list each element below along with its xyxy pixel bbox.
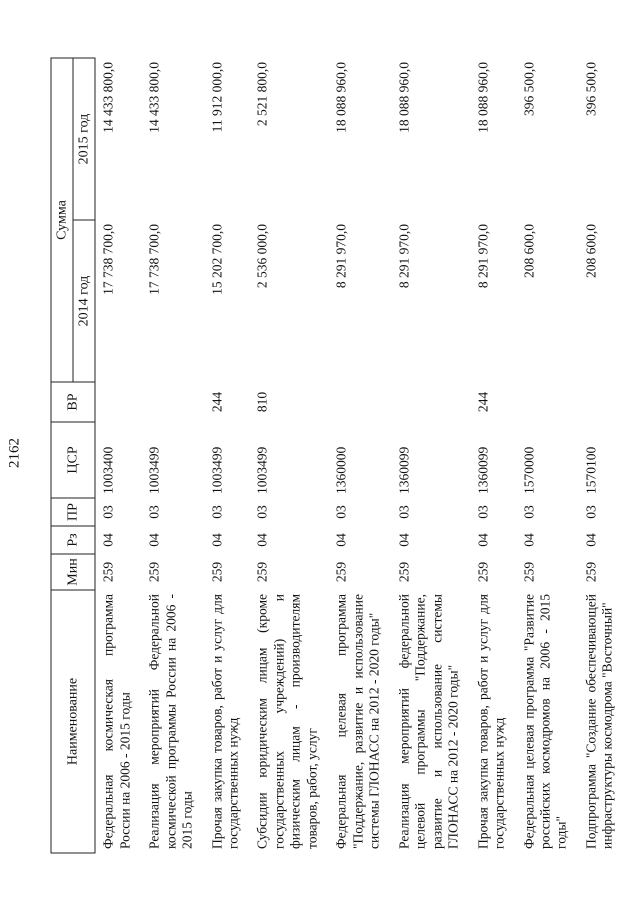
row-name: Федеральная космическая программа России на 2006 - 2015 годы <box>100 593 132 849</box>
table-row <box>204 58 250 853</box>
header-vr: ВР <box>51 382 95 422</box>
page-number: 2162 <box>6 437 22 468</box>
row-name: Субсидии юридическим лицам (кроме государственных учреждений) и физическим лицам - производителям товаров, работ, услуг <box>254 593 319 849</box>
row-csr: 1003499 <box>146 446 162 494</box>
row-sum-2015: 11 912 000,0 <box>208 61 224 132</box>
budget-table <box>50 57 624 853</box>
row-rz: 04 <box>208 532 224 547</box>
header-min: Мин <box>51 554 95 590</box>
header-csr: ЦСР <box>51 422 95 498</box>
table-row <box>578 58 624 853</box>
row-min: 259 <box>208 561 224 582</box>
row-csr: 1570000 <box>520 446 536 494</box>
table-row <box>141 58 203 853</box>
row-name: Прочая закупка товаров, работ и услуг для государственных нужд <box>208 593 240 849</box>
row-vr <box>141 382 203 422</box>
row-pr: 03 <box>333 504 349 519</box>
row-rz: 04 <box>254 532 270 547</box>
row-rz: 04 <box>100 532 116 547</box>
row-csr: 1360099 <box>474 446 490 494</box>
row-name: Реализация мероприятий Федеральной космической программы России на 2006 - 2015 годы <box>146 593 195 849</box>
row-sum-2014: 2 536 000,0 <box>254 223 270 288</box>
row-name: Подпрограмма "Создание обеспечивающей инфраструктуры космодрома "Восточный" <box>582 593 615 849</box>
row-sum-2014: 208 600,0 <box>582 223 598 278</box>
row-csr: 1360099 <box>395 446 411 494</box>
row-sum-2015: 396 500,0 <box>520 61 536 116</box>
header-name: Наименование <box>51 590 95 853</box>
row-pr: 03 <box>146 504 162 519</box>
table-row <box>328 58 390 853</box>
table-row <box>95 58 141 853</box>
row-min: 259 <box>146 561 162 582</box>
row-sum-2015: 2 521 800,0 <box>254 61 270 126</box>
header-sum: Сумма <box>51 58 73 382</box>
row-csr: 1003400 <box>100 446 116 494</box>
row-name: Федеральная целевая программа "Поддержание, развитие и использование системы ГЛОНАСС на 2012 - 2020 годы" <box>333 593 382 849</box>
row-pr: 03 <box>100 504 116 519</box>
row-min: 259 <box>474 561 490 582</box>
header-pr: ПР <box>51 498 95 526</box>
row-sum-2014: 15 202 700,0 <box>208 223 224 295</box>
table-body <box>95 58 624 853</box>
row-min: 259 <box>333 561 349 582</box>
row-rz: 04 <box>582 532 598 547</box>
row-pr: 03 <box>395 504 411 519</box>
row-vr: 244 <box>208 391 224 412</box>
row-csr: 1003499 <box>254 446 270 494</box>
table-row <box>470 58 516 853</box>
row-sum-2015: 14 433 800,0 <box>100 61 116 133</box>
row-sum-2015: 14 433 800,0 <box>146 61 162 133</box>
row-sum-2014: 8 291 970,0 <box>474 223 490 288</box>
row-sum-2015: 18 088 960,0 <box>474 61 490 133</box>
row-name: Федеральная целевая программа "Развитие российских космодромов на 2006 - 2015 годы" <box>520 593 569 849</box>
row-rz: 04 <box>333 532 349 547</box>
row-sum-2014: 17 738 700,0 <box>100 223 116 295</box>
row-sum-2014: 17 738 700,0 <box>146 223 162 295</box>
row-min: 259 <box>395 561 411 582</box>
row-rz: 04 <box>395 532 411 547</box>
row-sum-2015: 18 088 960,0 <box>395 61 411 133</box>
row-csr: 1003499 <box>208 446 224 494</box>
header-row <box>51 58 73 853</box>
row-pr: 03 <box>474 504 490 519</box>
row-vr <box>328 382 390 422</box>
row-rz: 04 <box>474 532 490 547</box>
row-vr <box>95 382 141 422</box>
header-2014: 2014 год <box>73 220 95 382</box>
row-vr <box>578 382 624 422</box>
row-vr <box>516 382 578 422</box>
row-sum-2015: 18 088 960,0 <box>333 61 349 133</box>
row-vr: 244 <box>474 391 490 412</box>
header-2015: 2015 год <box>73 58 95 220</box>
row-sum-2014: 8 291 970,0 <box>333 223 349 288</box>
row-pr: 03 <box>254 504 270 519</box>
row-sum-2015: 396 500,0 <box>582 61 598 116</box>
table-row <box>249 58 328 853</box>
row-min: 259 <box>254 561 270 582</box>
row-pr: 03 <box>520 504 536 519</box>
row-min: 259 <box>520 561 536 582</box>
row-name: Прочая закупка товаров, работ и услуг для государственных нужд <box>474 593 507 849</box>
table-row <box>516 58 578 853</box>
header-rz: Рз <box>51 526 95 554</box>
row-min: 259 <box>582 561 598 582</box>
row-pr: 03 <box>582 504 598 519</box>
row-pr: 03 <box>208 504 224 519</box>
table-header <box>51 58 95 853</box>
row-csr: 1360000 <box>333 446 349 494</box>
table-row <box>391 58 470 853</box>
row-vr: 810 <box>254 391 270 412</box>
row-rz: 04 <box>146 532 162 547</box>
row-min: 259 <box>100 561 116 582</box>
row-sum-2014: 208 600,0 <box>520 223 536 278</box>
row-sum-2014: 8 291 970,0 <box>395 223 411 288</box>
row-csr: 1570100 <box>582 446 598 494</box>
row-vr <box>391 382 470 422</box>
row-name: Реализация мероприятий федеральной целевой программы "Поддержание, развитие и использование системы ГЛОНАСС на 2012 - 2020 годы" <box>395 593 461 849</box>
row-rz: 04 <box>520 532 536 547</box>
